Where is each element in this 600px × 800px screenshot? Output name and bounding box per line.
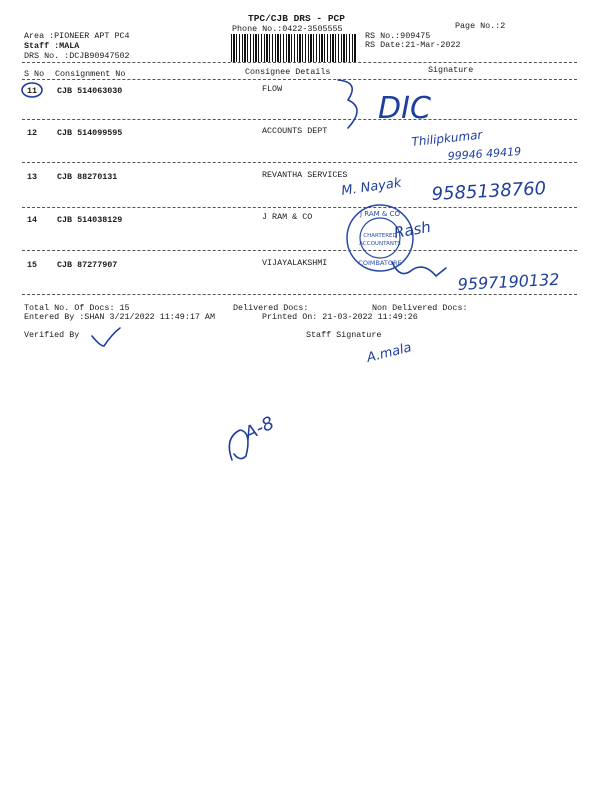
row-consignment: CJB 87277907 [57, 260, 118, 270]
verified-checkmark [92, 328, 120, 346]
row-sno: 11 [27, 86, 38, 96]
total-docs: Total No. Of Docs: 15 [24, 303, 130, 313]
row12-phone: 99946 49419 [447, 144, 522, 163]
row-consignment: CJB 514099595 [57, 128, 123, 138]
row-consignment: CJB 88270131 [57, 172, 118, 182]
row-consignee: REVANTHA SERVICES [262, 170, 348, 180]
row11-signature: DIC [378, 91, 431, 126]
entered-by: Entered By :SHAN 3/21/2022 11:49:17 AM [24, 312, 215, 322]
area-label: Area :PIONEER APT PC4 [24, 31, 130, 41]
row-sno: 13 [27, 172, 38, 182]
bottom-note: A-8 [241, 412, 278, 445]
row14-signature: Rash [392, 217, 433, 242]
row-sno: 12 [27, 128, 38, 138]
page-number: Page No.:2 [455, 21, 506, 31]
col-consignment: Consignment No [55, 69, 126, 79]
stamp-center-text: CHARTERED [363, 233, 397, 239]
col-signature: Signature [428, 65, 474, 75]
verified-by: Verified By [24, 330, 80, 340]
row15-phone: 9597190132 [457, 269, 560, 294]
staff-signature-label: Staff Signature [306, 330, 382, 340]
printed-on: Printed On: 21-03-2022 11:49:26 [262, 312, 418, 322]
row13-signature: M. Nayak [340, 175, 403, 199]
row-consignment: CJB 514063030 [57, 86, 123, 96]
row-sno: 14 [27, 215, 38, 225]
row13-phone: 9585138760 [431, 178, 547, 205]
staff-signature-handwritten: A.mala [365, 340, 414, 366]
bracket-mark [338, 80, 357, 128]
rs-date: RS Date:21-Mar-2022 [365, 40, 461, 50]
row-consignee: VIJAYALAKSHMI [262, 258, 328, 268]
row-consignee: J RAM & CO [262, 212, 313, 222]
staff-label: Staff :MALA [24, 41, 80, 51]
stamp-center-text: ACCOUNTANTS [359, 241, 401, 247]
row11-circle-mark [22, 83, 42, 97]
col-consignee: Consignee Details [245, 67, 331, 77]
non-delivered-docs: Non Delivered Docs: [372, 303, 468, 313]
col-sno: S No [24, 69, 45, 79]
row-consignee: ACCOUNTS DEPT [262, 126, 328, 136]
row12-signature: Thilipkumar [410, 127, 484, 149]
report-title: TPC/CJB DRS - PCP [248, 13, 345, 24]
row-consignment: CJB 514038129 [57, 215, 123, 225]
row-consignee: FLOW [262, 84, 283, 94]
delivered-docs: Delivered Docs: [233, 303, 309, 313]
row-sno: 15 [27, 260, 38, 270]
stamp-bottom-text: COIMBATORE [358, 259, 402, 267]
phone-number: Phone No.:0422-3505555 [232, 24, 343, 34]
drs-number: DRS No. :DCJB90947502 [24, 51, 130, 61]
rs-number: RS No.:909475 [365, 31, 431, 41]
stamp-top-text: J RAM & CO [359, 210, 401, 218]
